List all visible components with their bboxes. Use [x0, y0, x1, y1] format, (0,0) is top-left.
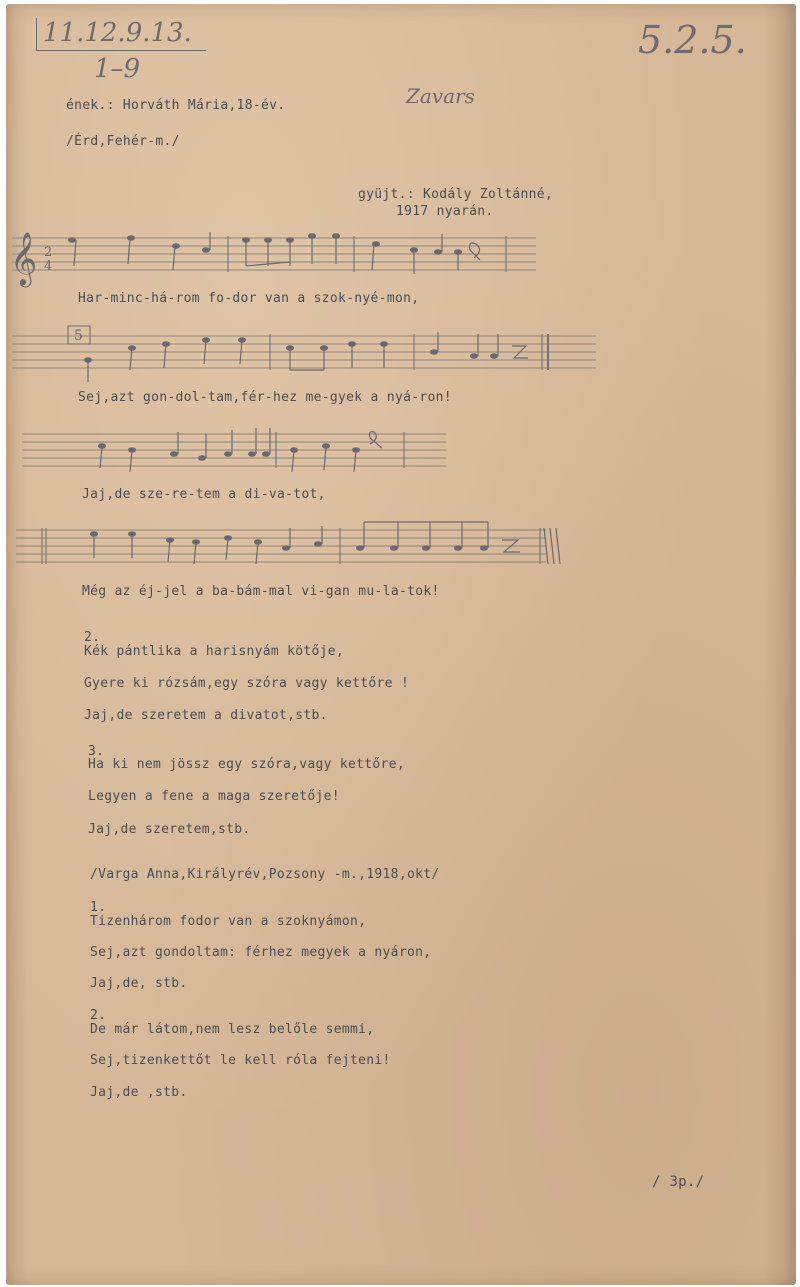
page-number: / 3p./: [652, 1174, 705, 1190]
variant-source: /Varga Anna,Királyrév,Pozsony -m.,1918,okt/: [90, 867, 440, 882]
lyrics-line-4: Még az éj-jel a ba-bám-mal vi-gan mu-la-tok!: [82, 584, 440, 599]
verse-line: De már látom,nem lesz belőle semmi,: [90, 1022, 375, 1037]
verse-line: Tizenhárom fodor van a szoknyámon,: [90, 914, 367, 929]
treble-clef-icon: 𝄞: [10, 231, 38, 285]
paper-sheet: [6, 4, 796, 1285]
collector-line-2: 1917 nyarán.: [396, 204, 494, 219]
verse-line: Sej,tizenkettőt le kell róla fejteni!: [90, 1053, 391, 1068]
archive-catalog-code: 5.2.5.: [638, 18, 747, 62]
music-staff-3: [6, 428, 466, 478]
lyrics-line-2: Sej,azt gon-dol-tam,fér-hez me-gyek a nyá-ron!: [78, 390, 452, 405]
verse-number: 2.: [84, 630, 101, 645]
verse-number: 1.: [90, 900, 107, 915]
verse-line: Jaj,de szeretem a divatot,stb.: [84, 708, 328, 723]
svg-text:4: 4: [44, 259, 53, 274]
verse-number: 3.: [88, 744, 105, 759]
verse-line: Jaj,de szeretem,stb.: [88, 822, 251, 837]
verse-line: Legyen a fene a maga szeretője!: [88, 789, 340, 804]
svg-text:2: 2: [44, 245, 53, 260]
measure-number: 5: [74, 328, 83, 344]
music-staff-4: [6, 518, 586, 578]
singer-line: ének.: Horváth Mária,18-év.: [66, 98, 286, 113]
verse-line: Sej,azt gondoltam: férhez megyek a nyáron,: [90, 945, 432, 960]
music-staff-1: [6, 226, 546, 286]
archive-range: 1–9: [94, 54, 141, 84]
verse-line: Jaj,de, stb.: [90, 976, 188, 991]
verse-line: Ha ki nem jössz egy szóra,vagy kettőre,: [88, 757, 405, 772]
verse-line: Kék pántlika a harisnyám kötője,: [84, 644, 345, 659]
music-staff-2: [6, 326, 606, 384]
lyrics-line-1: Har-minc-há-rom fo-dor van a szok-nyé-mon,: [78, 291, 420, 306]
collector-line-1: gyüjt.: Kodály Zoltánné,: [358, 187, 554, 202]
lyrics-line-3: Jaj,de sze-re-tem a di-va-tot,: [82, 487, 326, 502]
verse-number: 2.: [90, 1008, 107, 1023]
place-line: /Érd,Fehér-m./: [66, 134, 180, 149]
place-note: Zavars: [406, 84, 475, 108]
verse-line: Gyere ki rózsám,egy szóra vagy kettőre !: [84, 676, 410, 691]
archive-ref-numbers: 11.12.9.13.: [36, 18, 206, 51]
verse-line: Jaj,de ,stb.: [90, 1085, 188, 1100]
